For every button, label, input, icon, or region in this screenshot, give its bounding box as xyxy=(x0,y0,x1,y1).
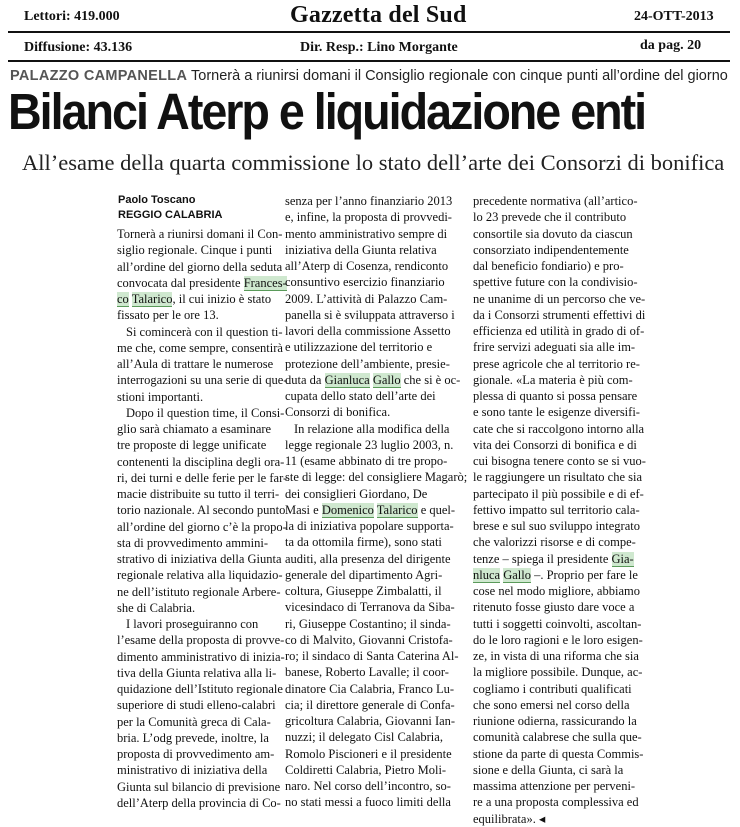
text-line: ro; il sindaco di Santa Caterina Al- xyxy=(285,649,459,663)
text-line: sta di provvedimento ammini- xyxy=(117,535,269,550)
text-line: she di Calabria. xyxy=(117,600,196,615)
text-line: precedente normativa (all’artico- xyxy=(473,194,638,208)
text-line: ne unanime di un percorso che ve- xyxy=(473,291,646,306)
text-line: Tornerà a riunirsi domani il Con- xyxy=(117,227,283,241)
page-number: da pag. 20 xyxy=(640,38,702,53)
text-line: tre proposte di legge unificate xyxy=(117,438,267,453)
text-line: all’Aula di trattare le numerose xyxy=(117,357,274,371)
text-line: e utilizzazione del territorio e xyxy=(285,340,433,355)
text-line: ministrativo di iniziativa della xyxy=(117,763,268,778)
text-line: panella si è sviluppata attraverso i xyxy=(285,307,455,322)
text-line: mento amministrativo sempre di xyxy=(285,226,448,241)
article-column-2 xyxy=(285,193,468,811)
text-line: re a una proposta complessiva ed xyxy=(473,795,639,810)
text-line: vicesindaco di Terranova da Siba- xyxy=(285,600,455,615)
text-line: cose nel modo migliore, abbiamo xyxy=(473,584,640,598)
article-column-1 xyxy=(117,226,288,811)
text-line: che sono emersi nel corso della xyxy=(473,697,630,712)
text-line: iniziativa della Giunta relativa xyxy=(285,242,437,257)
text-line: bria. L’odg prevede, inoltre, la xyxy=(117,730,269,745)
text-line: stione da parte di questa Commis- xyxy=(473,746,644,761)
highlighted-name: co xyxy=(117,292,129,306)
header-divider xyxy=(8,60,730,62)
masthead xyxy=(0,0,740,60)
text-line: protezione dell’ambiente, presie- xyxy=(285,356,450,371)
text-line: la migliore possibile. Dunque, ac- xyxy=(473,665,643,680)
text-line: torio nazionale. Al secondo punto xyxy=(117,503,286,518)
text-line: coltura, Giuseppe Zimbalatti, il xyxy=(285,584,442,598)
text-line: auditi, alla presenza del dirigente xyxy=(285,551,451,566)
text-line: consortile sia dovuto da ciascun xyxy=(473,226,633,241)
text-line: lo 23 prevede che il contributo xyxy=(473,210,627,225)
text-line: convocata dal presidente Frances- xyxy=(117,275,287,290)
text-line: frire servizi adeguati sia alle im- xyxy=(473,340,636,355)
text-line: fissato per le ore 13. xyxy=(117,308,219,323)
highlighted-name: Gallo xyxy=(372,372,401,387)
highlighted-name: Domenico xyxy=(321,502,374,517)
text-line: 2009. L’attività di Palazzo Cam- xyxy=(285,291,448,306)
text-line: senza per l’anno finanziario 2013 xyxy=(285,194,453,208)
text-line: ta da ottomila firme), sono stati xyxy=(285,535,442,550)
text-line: Masi e Domenico Talarico e quel- xyxy=(285,502,456,517)
text-line: quidazione dell’Istituto regionale xyxy=(117,682,283,696)
text-line: fettivo impatto sul territorio cala- xyxy=(473,502,640,517)
text-line: ritenuto fosse giusto dare voce a xyxy=(473,600,635,615)
text-line: e, infine, la proposta di provvedi- xyxy=(285,210,452,225)
text-line: gricoltura Calabria, Giovanni Ian- xyxy=(285,714,456,728)
text-line: Coldiretti Calabria, Pietro Moli- xyxy=(285,762,447,777)
text-line: cate che si raccolgono intorno alla xyxy=(473,421,645,436)
text-line: cogliamo i contributi qualificati xyxy=(473,681,632,696)
text-line: dinatore Cia Calabria, Franco Lu- xyxy=(285,681,455,696)
text-line: all’ordine del giorno c’è la propo- xyxy=(117,519,287,534)
text-line: partecipato il più possibile e di ef- xyxy=(473,486,644,501)
text-line: legge regionale 23 luglio 2003, n. xyxy=(285,437,454,452)
text-line: proposta di provvedimento am- xyxy=(117,747,275,761)
text-line: dimento amministrativo di inizia- xyxy=(117,649,285,664)
text-line: co Talarico, il cui inizio è stato xyxy=(117,292,272,306)
highlighted-name: nluca xyxy=(473,567,501,582)
kicker-section: PALAZZO CAMPANELLA xyxy=(10,68,188,84)
highlighted-name: Frances- xyxy=(243,275,287,290)
text-line: che valorizzi risorse e di compe- xyxy=(473,535,636,550)
text-line: interrogazioni su una serie di que- xyxy=(117,373,288,388)
text-line: all’ordine del giorno della seduta xyxy=(117,259,283,274)
text-line: consorziato indipendentemente xyxy=(473,242,629,257)
text-line: consuntivo esercizio finanziario xyxy=(285,275,445,290)
highlighted-name: Talarico xyxy=(376,502,418,517)
text-line: no stati messi a fuoco limiti della xyxy=(285,795,451,810)
byline-location: REGGIO CALABRIA xyxy=(118,209,223,221)
text-line: superiore di studi elleno-calabri xyxy=(117,698,276,713)
text-line: spettive future con la condivisio- xyxy=(473,275,638,290)
text-line: strativo di iniziativa della Giunta xyxy=(117,552,282,566)
text-line: I lavori proseguiranno con xyxy=(126,617,259,631)
text-line: Dopo il question time, il Consi- xyxy=(126,405,285,420)
text-line: e sono tante le esigenze diversifi- xyxy=(473,405,640,420)
text-line: equilibrata». ◂ xyxy=(473,811,546,826)
text-line: generale del dipartimento Agri- xyxy=(285,567,443,582)
kicker-text: Tornerà a riunirsi domani il Consiglio regionale con cinque punti all’ordine del giorno xyxy=(191,68,728,84)
text-line: Romolo Piscioneri e il presidente xyxy=(285,746,452,761)
text-line: tenze – spiega il presidente Gia- xyxy=(473,551,634,566)
text-line: le raggiungere un risultato che sia xyxy=(473,470,643,485)
text-line: all’Aterp di Cosenza, rendiconto xyxy=(285,259,449,273)
text-line: ze, in vista di una riforma che sia xyxy=(473,649,639,663)
text-line: prese agricole che al territorio re- xyxy=(473,356,640,371)
text-line: duta da Gianluca Gallo che si è oc- xyxy=(285,372,461,387)
text-line: tiva della Giunta relativa alla li- xyxy=(117,665,277,680)
text-line: dei consiglieri Giordano, De xyxy=(285,486,428,501)
text-line: ri, dei turni e delle ferie per le far- xyxy=(117,470,288,485)
article-column-3 xyxy=(473,193,646,827)
text-line: efficienza ed utilità in grado di of- xyxy=(473,324,645,338)
text-line: macie distribuite su tutto il terri- xyxy=(117,487,280,501)
lettori: Lettori: 419.000 xyxy=(24,9,120,24)
direttore-responsabile: Dir. Resp.: Lino Morgante xyxy=(300,40,458,55)
byline xyxy=(118,193,223,223)
highlighted-name: Talarico xyxy=(131,292,173,306)
text-line: vita dei Consorzi di bonifica e di xyxy=(473,437,637,452)
newspaper-title: Gazzetta del Sud xyxy=(290,2,467,28)
text-line: sione e della Giunta, ci sarà la xyxy=(473,762,624,777)
subheadline: All’esame della quarta commissione lo stato dell’arte dei Consorzi di bonifica xyxy=(22,150,725,175)
text-line: Consorzi di bonifica. xyxy=(285,405,391,420)
highlighted-name: Gallo xyxy=(503,567,531,582)
text-line: comunità calabrese che sulla que- xyxy=(473,730,642,745)
text-line: glio sarà chiamato a esaminare xyxy=(117,422,272,436)
text-line: ri, Giuseppe Costantino; il sinda- xyxy=(285,616,451,631)
text-line: nluca Gallo –. Proprio per fare le xyxy=(473,567,638,582)
text-line: dal beneficio fondiario) e pro- xyxy=(473,259,624,273)
masthead-divider xyxy=(8,31,730,33)
text-line: tutti i soggetti coinvolti, ascoltan- xyxy=(473,616,642,631)
text-line: per la Comunità greca di Cala- xyxy=(117,714,271,729)
text-line: me che, come sempre, consentirà xyxy=(117,340,283,355)
text-line: cui bisogna tenere conto se si vuo- xyxy=(473,454,646,468)
text-line: lavori della commissione Assetto xyxy=(285,324,451,338)
text-line: contenenti la disciplina degli ora- xyxy=(117,454,285,469)
text-line: 11 (esame abbinato di tre propo- xyxy=(285,454,448,468)
text-line: Giunta sul bilancio di previsione xyxy=(117,779,281,794)
text-line: cia; il direttore generale di Confa- xyxy=(285,697,455,712)
text-line: massima attenzione per perveni- xyxy=(473,779,636,793)
diffusione: Diffusione: 43.136 xyxy=(24,40,133,55)
text-line: co di Malvito, Giovanni Cristofa- xyxy=(285,632,453,647)
headline: Bilanci Aterp e liquidazione enti xyxy=(8,83,646,140)
text-line: cupata dello stato dell’arte dei xyxy=(285,389,436,403)
text-line: regionale relativa alla liquidazio- xyxy=(117,568,283,583)
text-line: riunione odierna, rassicurando la xyxy=(473,714,637,728)
highlighted-name: Gia- xyxy=(611,551,634,566)
text-line: siglio regionale. Cinque i punti xyxy=(117,243,273,258)
byline-author: Paolo Toscano xyxy=(118,194,196,206)
text-line: la di iniziativa popolare supporta- xyxy=(285,519,454,533)
text-line: In relazione alla modifica della xyxy=(294,421,450,436)
text-line: gionale. «La materia è più com- xyxy=(473,372,633,387)
text-line: da i Consorzi strumenti effettivi di xyxy=(473,307,646,322)
highlighted-name: Gianluca xyxy=(324,372,370,387)
text-line: brese e sul suo sviluppo integrato xyxy=(473,519,640,533)
text-line: banese, Roberto Lavalle; il coor- xyxy=(285,665,449,680)
text-line: naro. Nel corso dell’incontro, so- xyxy=(285,779,451,793)
text-line: nuzzi; il delegato Cisl Calabria, xyxy=(285,730,443,745)
text-line: do le loro ragioni e le loro esigen- xyxy=(473,632,643,647)
text-line: ste di legge: del consigliere Magarò; xyxy=(285,470,468,485)
publication-date: 24-OTT-2013 xyxy=(634,9,714,24)
text-line: ne dell’istituto regionale Arbere- xyxy=(117,584,281,599)
kicker xyxy=(10,68,734,84)
text-line: stioni importanti. xyxy=(117,389,204,404)
text-line: plessa di quanto si possa pensare xyxy=(473,389,638,403)
text-line: Si comincerà con il question ti- xyxy=(126,324,283,339)
text-line: dell’Aterp della provincia di Co- xyxy=(117,795,281,810)
text-line: l’esame della proposta di provve- xyxy=(117,633,285,648)
